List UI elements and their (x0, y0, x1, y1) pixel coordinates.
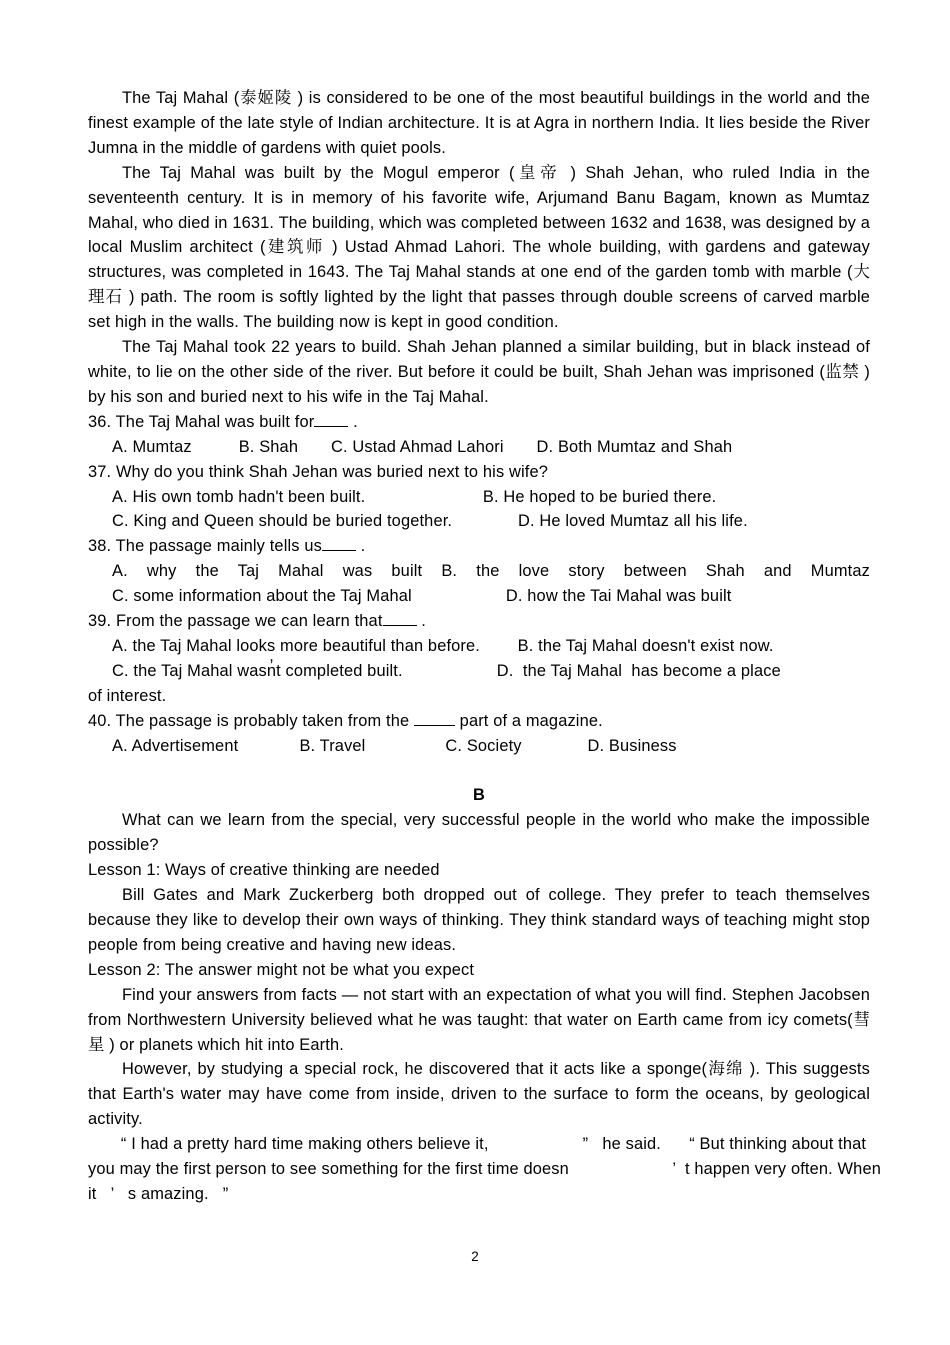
question-38-blank (322, 550, 356, 551)
passage-b-paragraph-1: What can we learn from the special, very successful people in the world who make the impossible possible? (88, 811, 870, 855)
question-39-options-row-2[interactable]: C. the Taj Mahal wasn̓t completed built. D. the Taj Mahal has become a place (112, 661, 781, 680)
passage-b-lesson-1-heading: Lesson 1: Ways of creative thinking are needed (88, 861, 440, 880)
question-40-stem-text: 40. The passage is probably taken from the (88, 711, 414, 730)
question-36-options-row-1[interactable]: A. Mumtaz B. Shah C. Ustad Ahmad Lahori D. Both Mumtaz and Shah (112, 437, 733, 456)
question-37-stem-text: 37. Why do you think Shah Jehan was buried next to his wife? (88, 462, 549, 481)
question-36-blank (314, 426, 348, 427)
passage-a-paragraph-2: The Taj Mahal was built by the Mogul emperor (皇帝 ) Shah Jehan, who ruled India in the seventeenth century. It is in memory of his favorite wife, Arjumand Banu Bagam, known as Mumtaz Mahal, who died in 1631. The building, which was completed between 1632 and 1638, was designed by a local Muslim architect (建筑师 ) Ustad Ahmad Lahori. The whole building, with gardens and gateway structures, was completed in 1643. The Taj Mahal stands at one end of the garden tomb with marble (大理石 ) path. The room is softly lighted by the light that passes through double screens of carved marble set high in the walls. The building now is kept in good condition. (88, 163, 870, 332)
question-39-blank (383, 625, 417, 626)
question-36-stem-tail: . (348, 412, 358, 431)
question-40-stem (88, 709, 870, 734)
question-39-options-row-3[interactable]: of interest. (88, 686, 167, 705)
question-39-stem (88, 609, 870, 634)
question-36-stem (88, 410, 870, 435)
question-40-options-row-1[interactable]: A. Advertisement B. Travel C. Society D. Business (112, 736, 677, 755)
question-38-stem-text: 38. The passage mainly tells us (88, 537, 322, 556)
passage-b-paragraph-4: However, by studying a special rock, he discovered that it acts like a sponge(海绵 ). This suggests that Earth's water may have come from inside, driven to the surface to form the oceans, by geological activity. (88, 1060, 870, 1129)
passage-a-paragraph-3: The Taj Mahal took 22 years to build. Shah Jehan planned a similar building, but in black instead of white, to lie on the other side of the river. But before it could be built, Shah Jehan was imprisoned (监禁 ) by his son and buried next to his wife in the Taj Mahal. (88, 338, 870, 406)
question-38-options-row-2[interactable]: C. some information about the Taj Mahal D. how the Tai Mahal was built (112, 587, 732, 606)
question-38-stem-tail: . (355, 537, 366, 556)
section-b-spacer (88, 758, 870, 783)
passage-b-quote-line-1: “ I had a pretty hard time making others believe it, ” he said. “ But thinking about that (88, 1135, 867, 1154)
question-39-stem-text: 39. From the passage we can learn that (88, 612, 383, 631)
question-37-options-row-2[interactable]: C. King and Queen should be buried together. D. He loved Mumtaz all his life. (112, 512, 748, 531)
page-number: 2 (471, 1249, 479, 1264)
question-39-stem-tail: . (416, 612, 426, 631)
question-39-options-row-1[interactable]: A. the Taj Mahal looks more beautiful than before. B. the Taj Mahal doesn't exist now. (112, 636, 774, 655)
passage-a-paragraph-1: The Taj Mahal (泰姬陵 ) is considered to be one of the most beautiful buildings in the world and the finest example of the late style of Indian architecture. It is at Agra in northern India. It lies beside the River Jumna in the middle of gardens with quiet pools. (88, 89, 870, 157)
passage-b-paragraph-3: Find your answers from facts — not start with an expectation of what you will find. Stephen Jacobsen from Northwestern University believed what he was taught: that water on Earth came from icy comets(彗星 ) or planets which hit into Earth. (88, 985, 870, 1054)
question-40-stem-tail: part of a magazine. (454, 711, 603, 730)
question-38-options-row-1[interactable]: A. why the Taj Mahal was built B. the love story between Shah and Mumtaz (112, 562, 870, 581)
passage-b-paragraph-2: Bill Gates and Mark Zuckerberg both dropped out of college. They prefer to teach themselves because they like to develop their own ways of thinking. They think standard ways of teaching might stop people from being creative and having new ideas. (88, 886, 870, 954)
page-content (88, 86, 881, 1207)
question-36-stem-text: 36. The Taj Mahal was built for (88, 412, 315, 431)
passage-b-quote-line-2: you may the first person to see something for the first time doesn ’ t happen very often. When (88, 1160, 881, 1179)
passage-b-quote-line-3: it ’ s amazing. ” (88, 1184, 229, 1203)
question-37-stem (88, 460, 870, 485)
question-40-blank (414, 725, 455, 726)
question-38-stem (88, 534, 870, 559)
question-37-options-row-1[interactable]: A. His own tomb hadn't been built. B. He hoped to be buried there. (112, 487, 717, 506)
passage-b-lesson-2-heading: Lesson 2: The answer might not be what you expect (88, 960, 475, 979)
section-b-heading: B (473, 786, 485, 805)
